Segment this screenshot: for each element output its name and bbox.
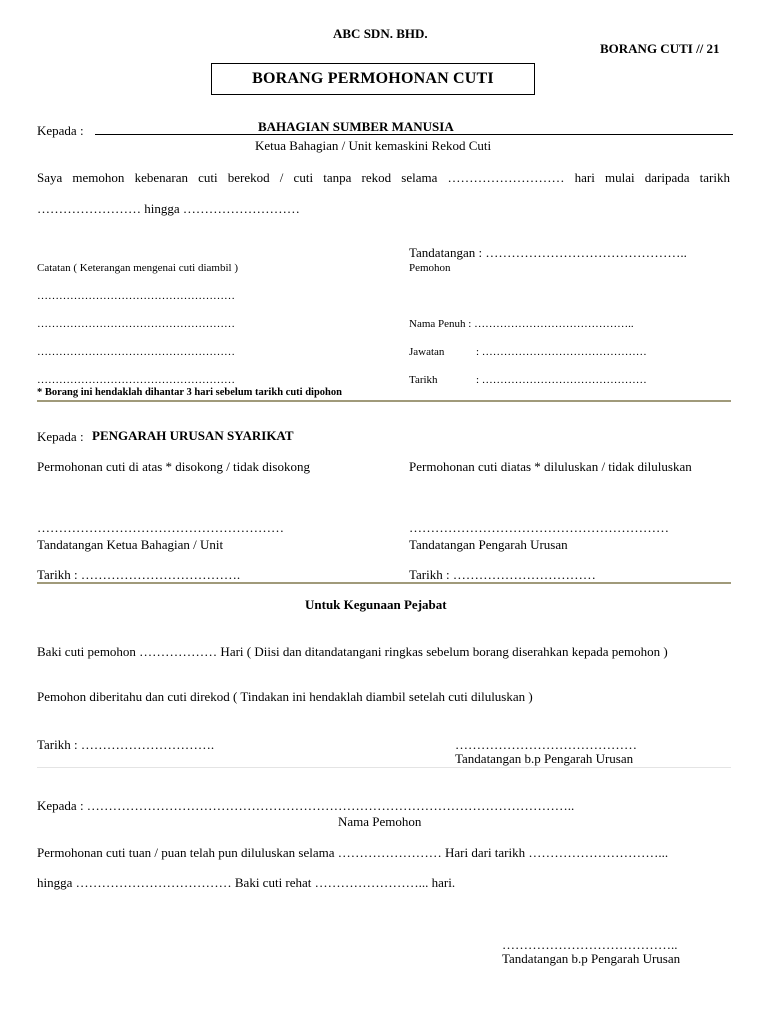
- head-tarikh-line: Tarikh : ……………………………….: [37, 567, 241, 582]
- support-statement: Permohonan cuti di atas * disokong / tidak disokong: [37, 459, 310, 474]
- tarikh-value: : ………………………………………: [476, 374, 647, 386]
- catatan-line: ………………………………………………: [37, 318, 235, 330]
- reply-kepada-line: Kepada : …………………………………………………………………………………………………..: [37, 798, 575, 813]
- section-divider: [37, 582, 731, 584]
- section-divider: [37, 767, 731, 768]
- department-note: Ketua Bahagian / Unit kemaskini Rekod Cuti: [255, 138, 492, 153]
- pemohon-label: Pemohon: [409, 262, 451, 274]
- approved-duration-line: Permohonan cuti tuan / puan telah pun diluluskan selama …………………… Hari dari tarikh …………………………...: [37, 845, 669, 860]
- director-kepada-label: Kepada :: [37, 429, 84, 444]
- leave-balance-line: Baki cuti pemohon ……………… Hari ( Diisi dan ditandatangani ringkas sebelum borang diserahkan kepada pemohon ): [37, 644, 668, 659]
- reply-signature-label: Tandatangan b.p Pengarah Urusan: [502, 951, 681, 966]
- request-line-2: …………………… hingga ………………………: [37, 201, 300, 216]
- office-signature-line: ……………………………………: [455, 737, 637, 752]
- applicant-signature-line: Tandatangan : ………………………………………..: [409, 245, 687, 260]
- balance-rest-line: hingga ……………………………… Baki cuti rehat ……………………... hari.: [37, 875, 456, 890]
- catatan-line: ………………………………………………: [37, 346, 235, 358]
- kepada-label: Kepada :: [37, 123, 84, 138]
- catatan-line: ………………………………………………: [37, 374, 235, 386]
- head-signature-line: …………………………………………………: [37, 520, 284, 535]
- request-line-1: Saya memohon kebenaran cuti berekod / cuti tanpa rekod selama ……………………… hari mulai daripada tarikh: [37, 170, 730, 185]
- catatan-line: ………………………………………………: [37, 290, 235, 302]
- section-divider: [37, 400, 731, 402]
- reply-signature-line: …………………………………..: [502, 937, 678, 952]
- form-title: BORANG PERMOHONAN CUTI: [211, 63, 535, 95]
- applicant-name-label: Nama Pemohon: [338, 814, 422, 829]
- jawatan-label: Jawatan: [409, 346, 445, 358]
- notified-line: Pemohon diberitahu dan cuti direkod ( Tindakan ini hendaklah diambil setelah cuti diluluskan ): [37, 689, 533, 704]
- tarikh-label: Tarikh: [409, 374, 438, 386]
- office-use-heading: Untuk Kegunaan Pejabat: [305, 597, 447, 612]
- submission-note: * Borang ini hendaklah dihantar 3 hari sebelum tarikh cuti dipohon: [37, 387, 342, 398]
- office-signature-label: Tandatangan b.p Pengarah Urusan: [455, 751, 634, 766]
- approval-statement: Permohonan cuti diatas * diluluskan / tidak diluluskan: [409, 459, 692, 474]
- director-recipient: PENGARAH URUSAN SYARIKAT: [92, 428, 294, 443]
- catatan-label: Catatan ( Keterangan mengenai cuti diambil ): [37, 262, 238, 274]
- director-signature-line: ……………………………………………………: [409, 520, 669, 535]
- form-code: BORANG CUTI // 21: [600, 41, 720, 56]
- nama-penuh-line: Nama Penuh : ……………………………………..: [409, 318, 634, 330]
- office-tarikh-line: Tarikh : ………………………….: [37, 737, 215, 752]
- director-signature-label: Tandatangan Pengarah Urusan: [409, 537, 568, 552]
- company-name: ABC SDN. BHD.: [333, 26, 428, 41]
- department-name: BAHAGIAN SUMBER MANUSIA: [258, 119, 454, 134]
- head-signature-label: Tandatangan Ketua Bahagian / Unit: [37, 537, 224, 552]
- director-tarikh-line: Tarikh : ……………………………: [409, 567, 596, 582]
- jawatan-value: : ………………………………………: [476, 346, 647, 358]
